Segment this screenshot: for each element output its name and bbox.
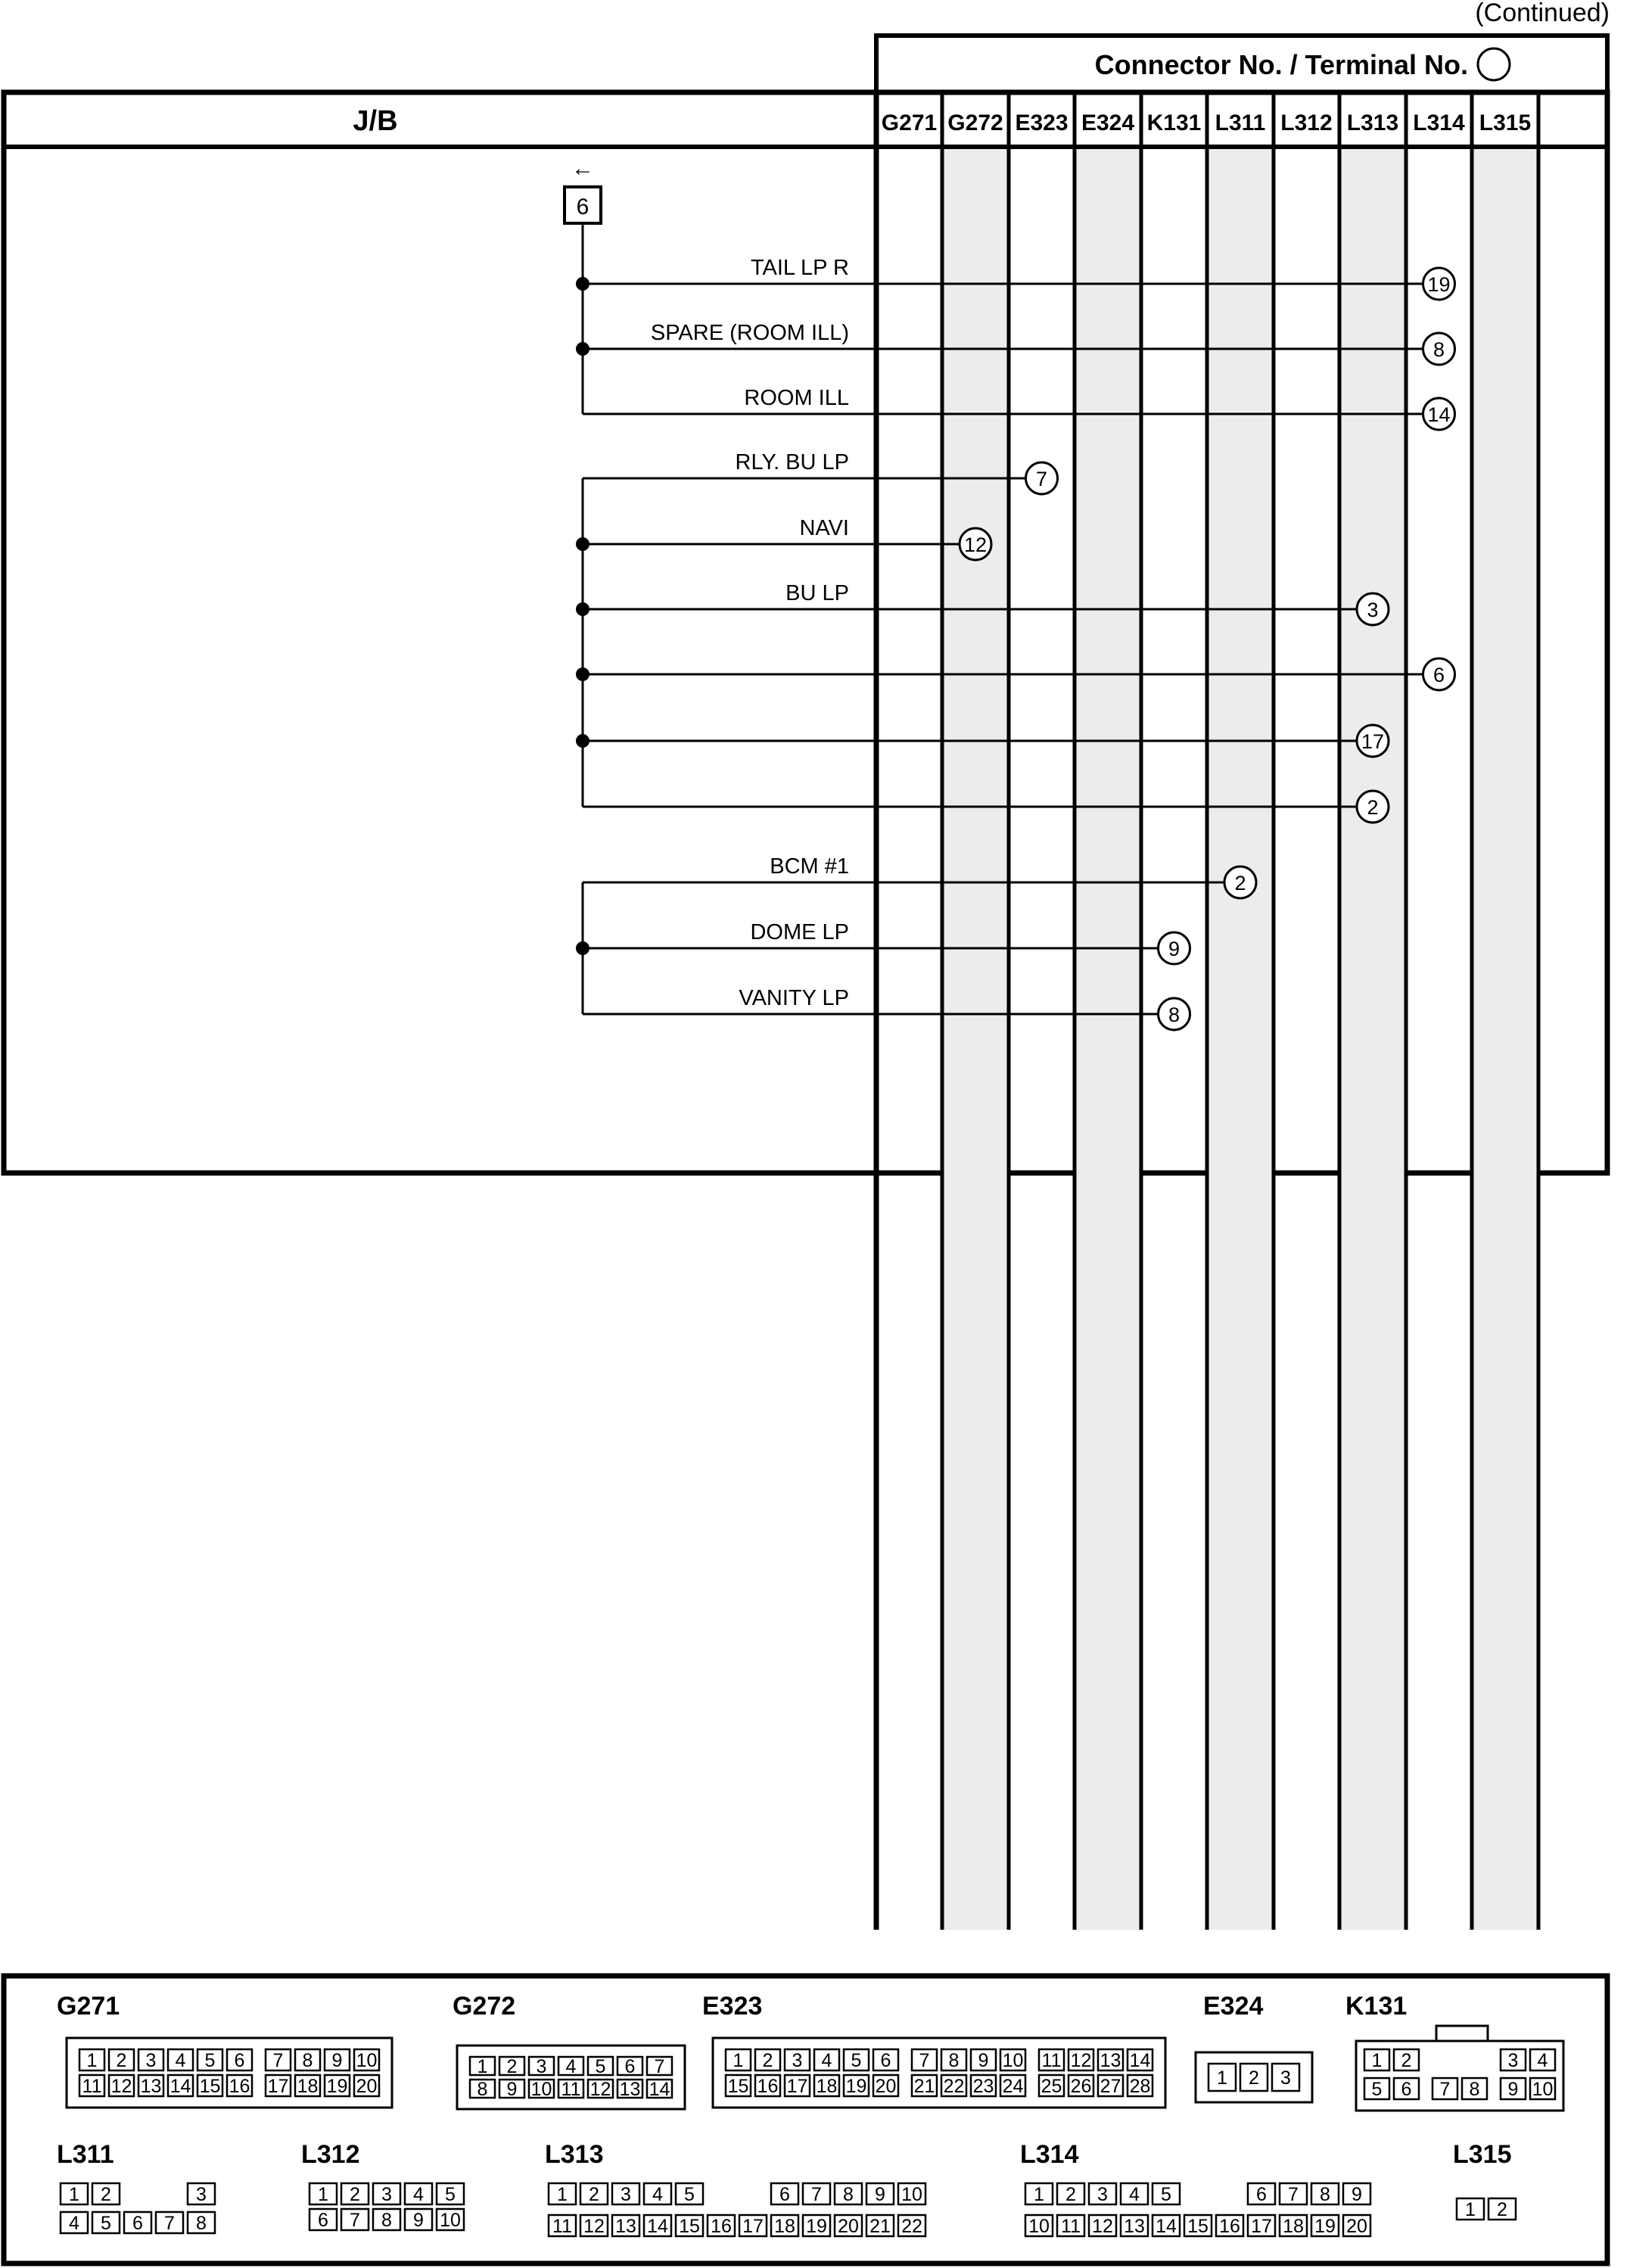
pin-number: 4 xyxy=(1129,2184,1140,2205)
column-header-e324: E324 xyxy=(1081,110,1135,135)
pin-number: 8 xyxy=(196,2213,207,2234)
pin-number: 3 xyxy=(621,2184,631,2205)
terminal-number: 8 xyxy=(1432,338,1445,361)
pin-number: 20 xyxy=(1346,2216,1367,2237)
pin-number: 11 xyxy=(1061,2216,1081,2237)
pin-number: 18 xyxy=(774,2216,795,2237)
circuit-label: VANITY LP xyxy=(739,986,849,1010)
pin-number: 8 xyxy=(381,2210,392,2231)
pin-number: 2 xyxy=(101,2184,111,2205)
pin-number: 3 xyxy=(1507,2050,1519,2071)
pin-number: 19 xyxy=(326,2076,348,2097)
pin-number: 2 xyxy=(116,2050,127,2071)
pin-number: 5 xyxy=(1161,2184,1171,2205)
pin-number: 14 xyxy=(647,2216,668,2237)
pin-number: 2 xyxy=(589,2184,599,2205)
pin-number: 21 xyxy=(869,2216,891,2237)
pin-number: 2 xyxy=(762,2050,773,2071)
connector-header-title: Connector No. / Terminal No. xyxy=(1094,49,1468,80)
pin-number: 3 xyxy=(196,2184,207,2205)
pin-number: 2 xyxy=(1497,2199,1507,2220)
pin-number: 8 xyxy=(302,2050,313,2071)
connector-view-label: G271 xyxy=(57,1992,120,2021)
circuit-label: BCM #1 xyxy=(770,854,849,879)
pin-number: 8 xyxy=(843,2184,854,2205)
pin-number: 24 xyxy=(1002,2076,1024,2097)
pin-number: 4 xyxy=(565,2056,577,2077)
pin-number: 10 xyxy=(901,2184,922,2205)
pin-number: 9 xyxy=(875,2184,885,2205)
terminal-number: 9 xyxy=(1168,938,1181,960)
pin-number: 7 xyxy=(811,2184,822,2205)
pin-number: 2 xyxy=(506,2056,518,2077)
column-header-l312: L312 xyxy=(1280,110,1333,135)
pin-number: 4 xyxy=(69,2213,79,2234)
pin-number: 5 xyxy=(684,2184,695,2205)
junction-dot xyxy=(576,667,589,681)
column-header-k131: K131 xyxy=(1146,110,1202,135)
pin-number: 12 xyxy=(1092,2216,1113,2237)
pin-number: 18 xyxy=(1283,2216,1304,2237)
source-arrow-icon: ← xyxy=(571,156,594,181)
pin-number: 10 xyxy=(530,2079,552,2100)
pin-number: 22 xyxy=(943,2076,965,2097)
pin-number: 8 xyxy=(1320,2184,1330,2205)
pin-number: 7 xyxy=(1288,2184,1299,2205)
pin-number: 16 xyxy=(757,2076,779,2097)
pin-number: 1 xyxy=(477,2056,488,2077)
pin-number: 11 xyxy=(552,2216,572,2237)
pin-number: 16 xyxy=(711,2216,732,2237)
pin-number: 9 xyxy=(1507,2079,1519,2100)
pin-number: 9 xyxy=(978,2050,989,2071)
column-header-l313: L313 xyxy=(1346,110,1399,135)
pin-number: 13 xyxy=(1124,2216,1145,2237)
circuit-label: NAVI xyxy=(799,516,849,540)
pin-number: 26 xyxy=(1070,2076,1092,2097)
pin-number: 1 xyxy=(1465,2199,1476,2220)
pin-number: 3 xyxy=(536,2056,547,2077)
pin-number: 27 xyxy=(1100,2076,1121,2097)
pin-number: 20 xyxy=(838,2216,859,2237)
pin-number: 14 xyxy=(1129,2050,1151,2071)
pin-number: 5 xyxy=(851,2050,862,2071)
pin-number: 2 xyxy=(1401,2050,1412,2071)
pin-number: 18 xyxy=(297,2076,319,2097)
pin-number: 12 xyxy=(583,2216,605,2237)
pin-number: 9 xyxy=(413,2210,424,2231)
pin-number: 14 xyxy=(170,2076,191,2097)
pin-number: 1 xyxy=(1217,2067,1227,2089)
pin-number: 15 xyxy=(1187,2216,1209,2237)
pin-number: 1 xyxy=(1034,2184,1044,2205)
pin-number: 23 xyxy=(972,2076,994,2097)
pin-number: 18 xyxy=(816,2076,838,2097)
pin-number: 1 xyxy=(86,2050,98,2071)
junction-dot xyxy=(576,734,589,748)
connector-view-label: G272 xyxy=(453,1992,516,2021)
junction-dot xyxy=(576,602,589,616)
pin-number: 1 xyxy=(733,2050,744,2071)
connector-view-label: L314 xyxy=(1020,2140,1079,2169)
terminal-number: 8 xyxy=(1168,1003,1181,1026)
column-header-g272: G272 xyxy=(947,110,1003,135)
pin-number: 13 xyxy=(1100,2050,1121,2071)
pin-number: 5 xyxy=(204,2050,216,2071)
pin-number: 12 xyxy=(110,2076,132,2097)
pin-number: 6 xyxy=(624,2056,636,2077)
terminal-number: 19 xyxy=(1427,273,1451,296)
pin-number: 8 xyxy=(477,2079,488,2100)
pin-number: 19 xyxy=(806,2216,827,2237)
column-header-g271: G271 xyxy=(881,110,938,135)
pin-number: 16 xyxy=(229,2076,250,2097)
terminal-number: 3 xyxy=(1367,599,1379,621)
pin-number: 4 xyxy=(821,2050,832,2071)
column-header-e323: E323 xyxy=(1015,110,1069,135)
pin-number: 4 xyxy=(1537,2050,1548,2071)
continued-label: (Continued) xyxy=(1475,0,1610,27)
pin-number: 14 xyxy=(649,2079,670,2100)
pin-number: 25 xyxy=(1041,2076,1062,2097)
pin-number: 1 xyxy=(318,2184,328,2205)
junction-dot xyxy=(576,342,589,356)
pin-number: 2 xyxy=(1065,2184,1076,2205)
pin-number: 1 xyxy=(1371,2050,1383,2071)
pin-number: 6 xyxy=(880,2050,891,2071)
connector-view-label: K131 xyxy=(1345,1992,1408,2021)
pin-number: 17 xyxy=(786,2076,808,2097)
connector-view-label: L311 xyxy=(57,2140,114,2169)
jb-header-label: J/B xyxy=(353,105,398,137)
pin-number: 5 xyxy=(1371,2079,1383,2100)
pin-number: 10 xyxy=(440,2210,461,2231)
pin-number: 3 xyxy=(1280,2067,1291,2089)
column-header-l315: L315 xyxy=(1479,110,1532,135)
pin-number: 6 xyxy=(234,2050,245,2071)
pin-number: 3 xyxy=(145,2050,157,2071)
pin-number: 20 xyxy=(875,2076,897,2097)
pin-number: 3 xyxy=(792,2050,803,2071)
pin-number: 15 xyxy=(199,2076,221,2097)
circuit-label: BU LP xyxy=(785,581,849,605)
pin-number: 20 xyxy=(356,2076,378,2097)
terminal-number: 12 xyxy=(963,534,988,556)
pin-number: 13 xyxy=(140,2076,162,2097)
pin-number: 1 xyxy=(557,2184,568,2205)
junction-dot xyxy=(576,537,589,551)
pin-number: 19 xyxy=(845,2076,867,2097)
pin-number: 15 xyxy=(679,2216,700,2237)
pin-number: 4 xyxy=(652,2184,663,2205)
circuit-label: SPARE (ROOM ILL) xyxy=(650,321,849,345)
pin-number: 4 xyxy=(175,2050,186,2071)
pin-number: 9 xyxy=(331,2050,343,2071)
pin-number: 6 xyxy=(132,2213,143,2234)
pin-number: 9 xyxy=(1352,2184,1362,2205)
pin-number: 5 xyxy=(101,2213,111,2234)
pin-number: 7 xyxy=(350,2210,360,2231)
circuit-label: TAIL LP R xyxy=(750,256,849,280)
terminal-number: 14 xyxy=(1427,403,1451,426)
pin-number: 11 xyxy=(1041,2050,1062,2071)
pin-number: 6 xyxy=(1256,2184,1267,2205)
column-shade xyxy=(1472,147,1538,1930)
pin-number: 7 xyxy=(272,2050,284,2071)
connector-view-label: L313 xyxy=(545,2140,604,2169)
pin-number: 17 xyxy=(267,2076,289,2097)
pin-number: 7 xyxy=(164,2213,175,2234)
circuit-label: ROOM ILL xyxy=(744,386,849,410)
pin-number: 10 xyxy=(1028,2216,1050,2237)
pin-number: 8 xyxy=(1469,2079,1480,2100)
pin-number: 7 xyxy=(919,2050,930,2071)
connector-view-label: E323 xyxy=(702,1992,763,2021)
connector-view-label: L315 xyxy=(1453,2140,1512,2169)
connector-view-label: L312 xyxy=(301,2140,360,2169)
pin-number: 6 xyxy=(1401,2079,1412,2100)
pin-number: 2 xyxy=(350,2184,360,2205)
pin-number: 8 xyxy=(948,2050,960,2071)
pin-number: 9 xyxy=(506,2079,518,2100)
terminal-number: 17 xyxy=(1361,730,1385,753)
pin-number: 7 xyxy=(1439,2079,1451,2100)
junction-dot xyxy=(576,941,589,955)
pin-number: 6 xyxy=(318,2210,328,2231)
pin-number: 5 xyxy=(595,2056,606,2077)
pin-number: 11 xyxy=(82,2076,102,2097)
pin-number: 3 xyxy=(1097,2184,1108,2205)
circuit-label: DOME LP xyxy=(750,920,849,944)
pin-number: 12 xyxy=(589,2079,611,2100)
pin-number: 5 xyxy=(445,2184,456,2205)
junction-dot xyxy=(576,277,589,291)
column-header-l311: L311 xyxy=(1215,110,1266,135)
pin-number: 28 xyxy=(1129,2076,1151,2097)
pin-number: 16 xyxy=(1219,2216,1240,2237)
pin-number: 17 xyxy=(742,2216,764,2237)
pin-number: 21 xyxy=(913,2076,935,2097)
pin-number: 17 xyxy=(1251,2216,1272,2237)
pin-number: 3 xyxy=(381,2184,392,2205)
pin-number: 2 xyxy=(1249,2067,1259,2089)
terminal-number: 6 xyxy=(1432,664,1445,686)
connector-view-label: E324 xyxy=(1203,1992,1264,2021)
pin-number: 10 xyxy=(356,2050,378,2071)
pin-number: 10 xyxy=(1002,2050,1024,2071)
pin-number: 1 xyxy=(69,2184,79,2205)
pin-number: 11 xyxy=(561,2079,581,2100)
pin-number: 22 xyxy=(901,2216,922,2237)
pin-number: 14 xyxy=(1156,2216,1177,2237)
pin-number: 6 xyxy=(779,2184,790,2205)
pin-number: 19 xyxy=(1314,2216,1336,2237)
terminal-number: 2 xyxy=(1234,872,1246,894)
pin-number: 13 xyxy=(615,2216,636,2237)
terminal-number: 7 xyxy=(1035,468,1048,490)
pin-number: 12 xyxy=(1070,2050,1092,2071)
circuit-label: RLY. BU LP xyxy=(735,450,849,474)
pin-number: 15 xyxy=(727,2076,749,2097)
pin-number: 13 xyxy=(619,2079,641,2100)
pin-number: 7 xyxy=(654,2056,665,2077)
pin-number: 4 xyxy=(413,2184,424,2205)
source-terminal-number: 6 xyxy=(576,194,589,219)
terminal-number: 2 xyxy=(1367,796,1379,819)
pin-number: 10 xyxy=(1532,2079,1554,2100)
column-header-l314: L314 xyxy=(1413,110,1465,135)
